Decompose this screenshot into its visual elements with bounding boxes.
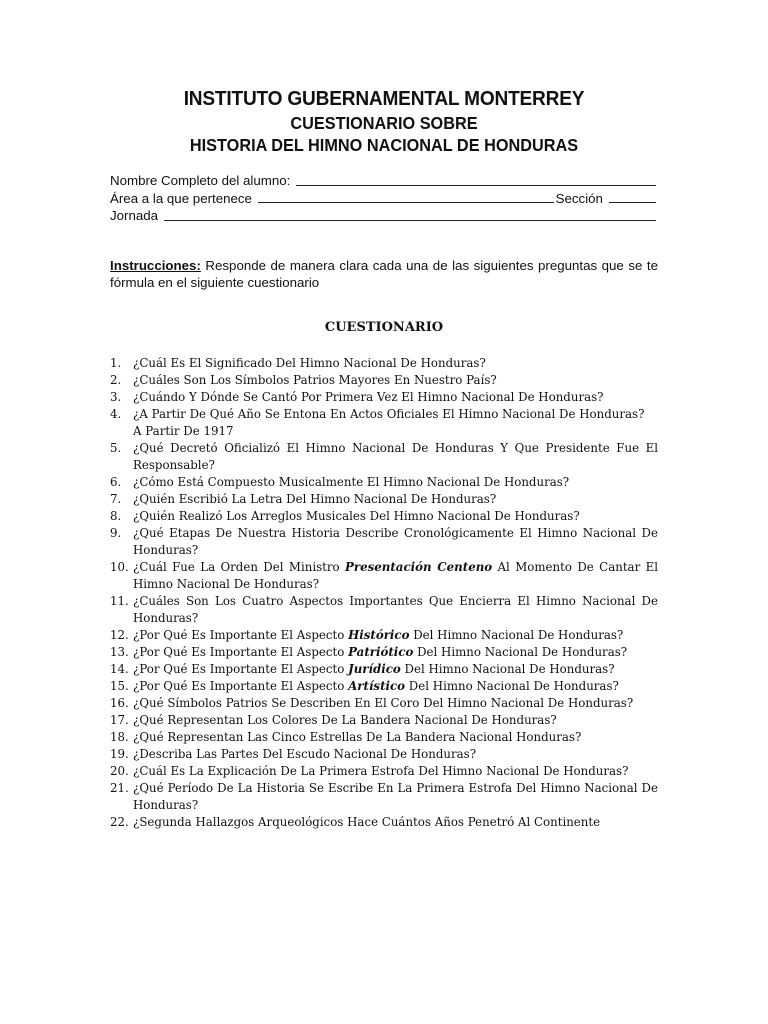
question-text: ¿Describa Las Partes Del Escudo Nacional De Honduras?	[133, 747, 477, 761]
question-number: 15.	[110, 679, 129, 693]
question-list	[110, 355, 658, 831]
question-item	[110, 593, 658, 627]
question-item	[110, 355, 658, 372]
question-item	[110, 746, 658, 763]
question-text: ¿Segunda Hallazgos Arqueológicos Hace Cuántos Años Penetró Al Continente	[133, 815, 601, 829]
question-number: 9.	[110, 526, 122, 540]
question-text: ¿A Partir De Qué Año Se Entona En Actos Oficiales El Himno Nacional De Honduras?	[133, 407, 645, 421]
area-section-field[interactable]	[110, 190, 658, 208]
question-text-continued: Del Himno Nacional De Honduras?	[400, 662, 615, 676]
question-emphasis: Patriótico	[348, 645, 414, 659]
name-field-label: Nombre Completo del alumno:	[110, 173, 295, 188]
question-item	[110, 678, 658, 695]
question-item	[110, 729, 658, 746]
question-text: ¿Por Qué Es Importante El Aspecto	[133, 645, 349, 659]
question-text: ¿Por Qué Es Importante El Aspecto	[133, 628, 349, 642]
jornada-blank-line[interactable]	[164, 207, 656, 221]
question-item	[110, 712, 658, 729]
question-number: 19.	[110, 747, 129, 761]
question-text-continued: Del Himno Nacional De Honduras?	[409, 628, 624, 642]
questionnaire-title: CUESTIONARIO	[324, 320, 444, 335]
question-number: 17.	[110, 713, 129, 727]
question-item	[110, 644, 658, 661]
jornada-field-label: Jornada	[110, 208, 162, 223]
question-emphasis: Artístico	[348, 679, 406, 693]
question-number: 2.	[110, 373, 122, 387]
question-text: ¿Qué Representan Las Cinco Estrellas De La Bandera Nacional Honduras?	[133, 730, 582, 744]
question-number: 8.	[110, 509, 122, 523]
instructions-label: Instrucciones:	[110, 258, 201, 273]
question-number: 20.	[110, 764, 129, 778]
instructions-text: Responde de manera clara cada una de las siguientes preguntas que se te fórmula en el siguiente cuestionario	[110, 258, 658, 290]
section-blank-line[interactable]	[609, 190, 656, 204]
question-text: ¿Qué Decretó Oficializó El Himno Nacional De Honduras Y Que Presidente Fue El Responsable?	[133, 441, 658, 472]
question-text: ¿Por Qué Es Importante El Aspecto	[133, 662, 349, 676]
question-text: ¿Qué Representan Los Colores De La Bandera Nacional De Honduras?	[133, 713, 557, 727]
instructions-paragraph	[110, 257, 658, 291]
question-text: ¿Cuál Es El Significado Del Himno Nacional De Honduras?	[133, 356, 486, 370]
question-text: ¿Qué Símbolos Patrios Se Describen En El Coro Del Himno Nacional De Honduras?	[133, 696, 634, 710]
question-text: ¿Cómo Está Compuesto Musicalmente El Himno Nacional De Honduras?	[133, 475, 570, 489]
question-text-continued: Del Himno Nacional De Honduras?	[405, 679, 619, 693]
question-number: 22.	[110, 815, 129, 829]
question-item	[110, 661, 658, 678]
area-field-label: Área a la que pertenece	[110, 190, 256, 206]
question-text: ¿Cuándo Y Dónde Se Cantó Por Primera Vez El Himno Nacional De Honduras?	[133, 390, 604, 404]
question-number: 21.	[110, 781, 129, 795]
question-item	[110, 525, 658, 559]
question-item	[110, 780, 658, 814]
question-emphasis: Histórico	[348, 628, 410, 642]
question-item	[110, 627, 658, 644]
question-text: ¿Cuáles Son Los Símbolos Patrios Mayores En Nuestro País?	[133, 373, 497, 387]
question-text-continued: Al Momento De Cantar El Himno Nacional De Honduras?	[133, 560, 658, 591]
question-number: 4.	[110, 407, 122, 421]
question-item	[110, 695, 658, 712]
student-info-fields	[110, 172, 658, 225]
question-item	[110, 372, 658, 389]
question-text: ¿Cuál Fue La Orden Del Ministro	[133, 560, 346, 574]
question-item	[110, 508, 658, 525]
question-number: 7.	[110, 492, 122, 506]
question-text: ¿Quién Escribió La Letra Del Himno Nacional De Honduras?	[133, 492, 497, 506]
question-number: 16.	[110, 696, 129, 710]
name-blank-line[interactable]	[296, 172, 656, 186]
question-item	[110, 406, 658, 440]
jornada-field[interactable]	[110, 207, 658, 225]
document-header	[0, 86, 768, 156]
question-number: 11.	[110, 594, 129, 608]
question-item	[110, 763, 658, 780]
subtitle-line-2: HISTORIA DEL HIMNO NACIONAL DE HONDURAS	[189, 135, 579, 155]
question-item	[110, 814, 658, 831]
question-emphasis: Presentación Centeno	[345, 560, 493, 574]
question-text-continued: Del Himno Nacional De Honduras?	[413, 645, 628, 659]
question-number: 14.	[110, 662, 129, 676]
question-number: 13.	[110, 645, 129, 659]
subtitle-line-1: CUESTIONARIO SOBRE	[290, 113, 478, 133]
question-emphasis: Jurídico	[348, 662, 401, 676]
question-item	[110, 389, 658, 406]
question-number: 18.	[110, 730, 129, 744]
question-item	[110, 559, 658, 593]
question-item	[110, 474, 658, 491]
question-number: 6.	[110, 475, 122, 489]
institution-title: INSTITUTO GUBERNAMENTAL MONTERREY	[183, 87, 585, 110]
question-text: ¿Quién Realizó Los Arreglos Musicales Del Himno Nacional De Honduras?	[133, 509, 580, 523]
area-blank-line[interactable]	[258, 190, 554, 204]
question-answer: A Partir De 1917	[133, 424, 234, 438]
question-item	[110, 491, 658, 508]
question-number: 12.	[110, 628, 129, 642]
question-number: 5.	[110, 441, 122, 455]
name-field[interactable]	[110, 172, 658, 190]
question-number: 1.	[110, 356, 122, 370]
question-text: ¿Cuáles Son Los Cuatro Aspectos Importantes Que Encierra El Himno Nacional De Honduras?	[133, 594, 658, 625]
question-text: ¿Por Qué Es Importante El Aspecto	[133, 679, 349, 693]
question-number: 10.	[110, 560, 129, 574]
question-text: ¿Cuál Es La Explicación De La Primera Estrofa Del Himno Nacional De Honduras?	[133, 764, 629, 778]
question-text: ¿Qué Etapas De Nuestra Historia Describe Cronológicamente El Himno Nacional De Honduras?	[133, 526, 658, 557]
question-item	[110, 440, 658, 474]
question-text: ¿Qué Período De La Historia Se Escribe En La Primera Estrofa Del Himno Nacional De Honduras?	[133, 781, 658, 812]
question-number: 3.	[110, 390, 122, 404]
section-field-label: Sección	[555, 190, 607, 206]
